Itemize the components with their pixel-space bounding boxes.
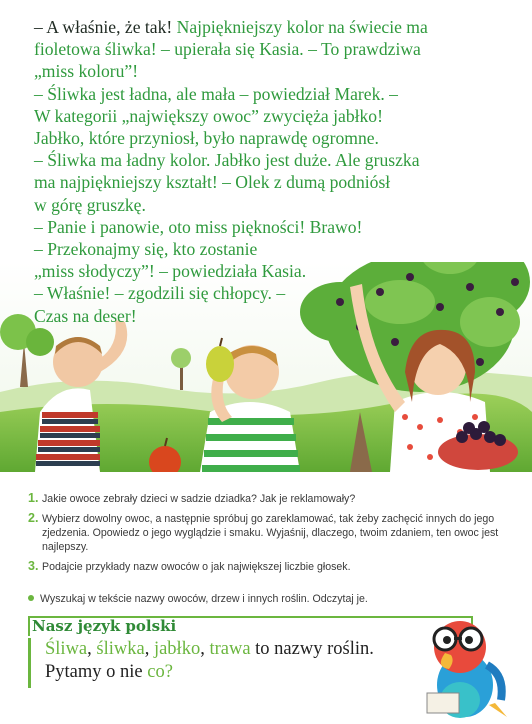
bullet-icon <box>28 595 34 601</box>
highlighted-word: śliwka <box>96 639 145 659</box>
story-line <box>34 149 504 171</box>
story-segment: ma najpiękniejszy kształt! – Olek z dumą podniósł <box>34 172 391 193</box>
language-text: , <box>144 639 154 659</box>
question-text: Podajcie przykłady nazw owoców o jak największej liczbie głosek. <box>42 561 351 573</box>
story-line <box>34 60 504 82</box>
story-segment: W kategorii „największy owoc” zwycięża jabłko! <box>34 105 383 126</box>
highlighted-word: trawa <box>209 639 251 659</box>
story-line <box>34 305 504 327</box>
story-line <box>34 16 504 38</box>
highlighted-word: co? <box>147 662 173 682</box>
story-segment: „miss słodyczy”! – powiedziała Kasia. <box>34 261 307 282</box>
task-text: Wyszukaj w tekście nazwy owoców, drzew i innych roślin. Odczytaj je. <box>40 593 368 605</box>
question-number: 1. <box>28 491 39 505</box>
story-segment: – Przekonajmy się, kto zostanie <box>34 239 258 260</box>
question-item <box>28 560 508 574</box>
story-line <box>34 127 504 149</box>
language-text: to nazwy roślin. <box>250 639 374 659</box>
story-line <box>34 260 504 282</box>
story-line <box>34 105 504 127</box>
language-box-title: Nasz język polski <box>32 617 177 635</box>
story-line <box>34 83 504 105</box>
story-segment: – Panie i panowie, oto miss piękności! Brawo! <box>34 216 363 237</box>
language-text: , <box>87 639 97 659</box>
story-segment: „miss koloru”! <box>34 61 139 82</box>
highlighted-word: jabłko <box>153 639 201 659</box>
story-segment: Najpiękniejszy kolor na świecie ma <box>176 17 428 37</box>
question-text: Jakie owoce zebrały dzieci w sadzie dziadka? Jak je reklamowały? <box>42 493 356 505</box>
question-number: 2. <box>28 511 39 525</box>
highlighted-word: Śliwa <box>45 639 88 659</box>
story-segment: w górę gruszkę. <box>34 194 146 215</box>
parrot-with-glasses-icon <box>405 605 515 720</box>
language-text: Pytamy o nie <box>45 662 148 682</box>
story-segment: – A właśnie, że tak! <box>34 17 177 37</box>
question-text: Wybierz dowolny owoc, a następnie spróbuj go zareklamować, tak żeby zachęcić innych do jego zjedzenia. Opowiedz o jego wyglądzie i smaku. Wyjaśnij, dlaczego, twoim zdaniem, ten owoc jest najlepszy. <box>42 513 499 553</box>
story-segment: fioletowa śliwka! – upierała się Kasia. – To prawdziwa <box>34 39 421 60</box>
story-line <box>34 171 504 193</box>
question-number: 3. <box>28 559 39 573</box>
story-line <box>34 38 504 60</box>
story-segment: Czas na deser! <box>34 305 137 326</box>
story-segment: Jabłko, które przyniosł, było naprawdę ogromne. <box>34 128 379 149</box>
story-line <box>34 216 504 238</box>
story-text <box>34 16 504 327</box>
story-segment: – Śliwka jest ładna, ale mała – powiedział Marek. – <box>34 83 398 104</box>
language-text: , <box>200 639 210 659</box>
story-segment: – Śliwka ma ładny kolor. Jabłko jest duże. Ale gruszka <box>34 150 420 171</box>
task-line <box>28 593 368 605</box>
story-segment: – Właśnie! – zgodzili się chłopcy. – <box>34 283 286 304</box>
question-item <box>28 512 508 554</box>
question-item <box>28 492 508 506</box>
story-line <box>34 194 504 216</box>
story-line <box>34 282 504 304</box>
story-line <box>34 238 504 260</box>
questions-list <box>28 492 508 580</box>
